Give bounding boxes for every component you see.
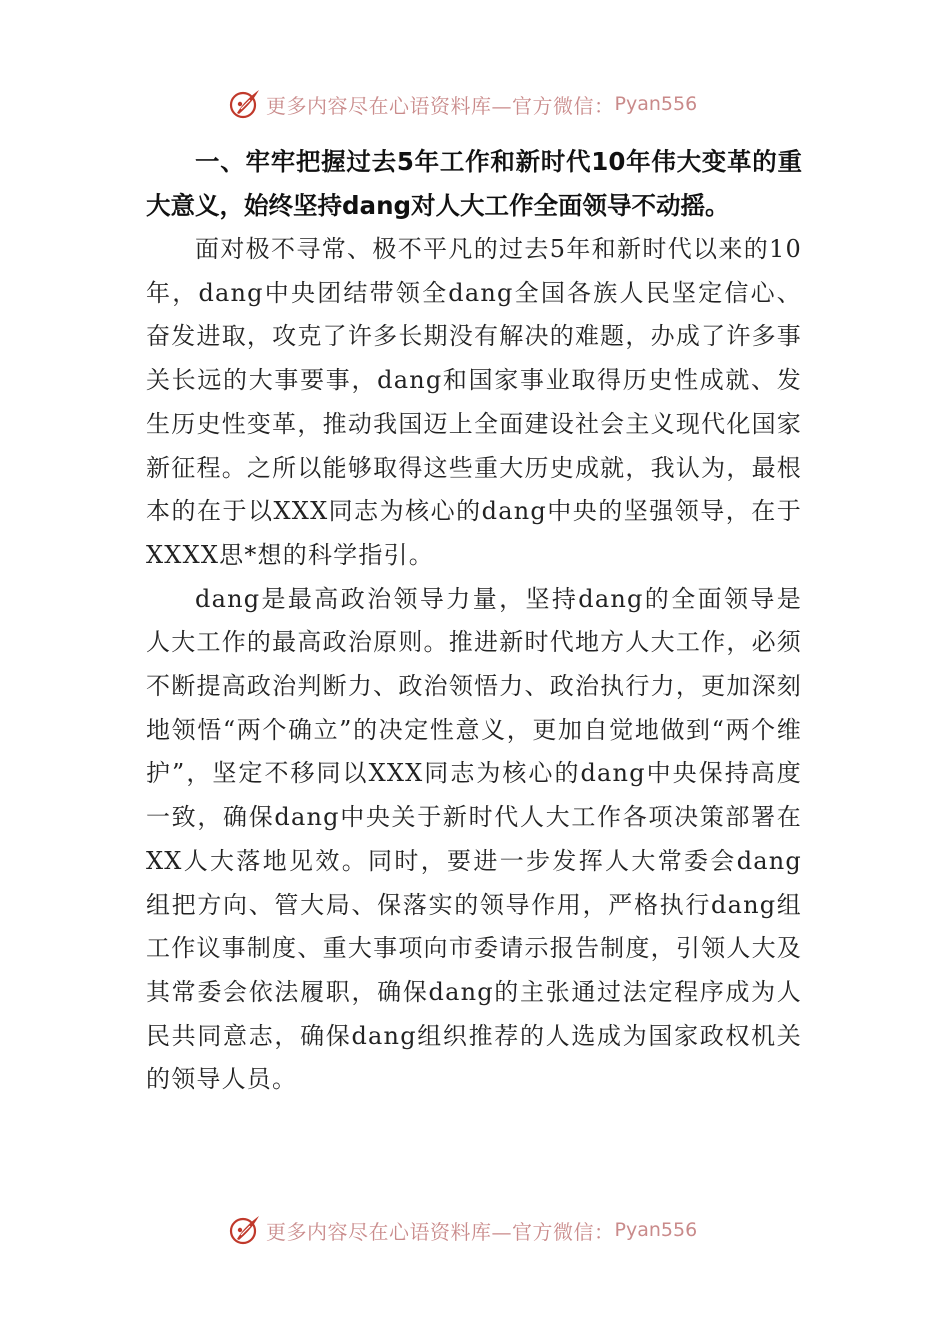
- watermark-header: [228, 86, 748, 122]
- paragraph-2: dang是最高政治领导力量，坚持dang的全面领导是人大工作的最高政治原则。推进新时代地方人大工作，必须不断提高政治判断力、政治领悟力、政治执行力，更加深刻地领悟“两个确立”的决定性意义，更加自觉地做到“两个维护”，坚定不移同以XXX同志为核心的dang中央保持高度一致，确保dang中央关于新时代人大工作各项决策部署在XX人大落地见效。同时，要进一步发挥人大常委会dang组把方向、管大局、保落实的领导作用，严格执行dang组工作议事制度、重大事项向市委请示报告制度，引领人大及其常委会依法履职，确保dang的主张通过法定程序成为人民共同意志，确保dang组织推荐的人选成为国家政权机关的领导人员。: [146, 584, 802, 1094]
- quill-pen-logo-icon: [228, 87, 262, 121]
- watermark-handle: Pyan556: [614, 1219, 698, 1241]
- watermark-text: 更多内容尽在心语资料库—官方微信：: [266, 1219, 615, 1244]
- watermark-footer: [228, 1212, 748, 1248]
- quill-pen-logo-icon: [228, 1213, 262, 1247]
- watermark-handle: Pyan556: [614, 93, 698, 115]
- watermark-text: 更多内容尽在心语资料库—官方微信：: [266, 93, 615, 118]
- section-heading: 一、牢牢把握过去5年工作和新时代10年伟大变革的重大意义，始终坚持dang对人大工作全面领导不动摇。: [146, 147, 802, 220]
- document-body: [146, 140, 802, 1102]
- paragraph-1: 面对极不寻常、极不平凡的过去5年和新时代以来的10年，dang中央团结带领全dang全国各族人民坚定信心、奋发进取，攻克了许多长期没有解决的难题，办成了许多事关长远的大事要事，dang和国家事业取得历史性成就、发生历史性变革，推动我国迈上全面建设社会主义现代化国家新征程。之所以能够取得这些重大历史成就，我认为，最根本的在于以XXX同志为核心的dang中央的坚强领导，在于XXXX思*想的科学指引。: [146, 235, 802, 569]
